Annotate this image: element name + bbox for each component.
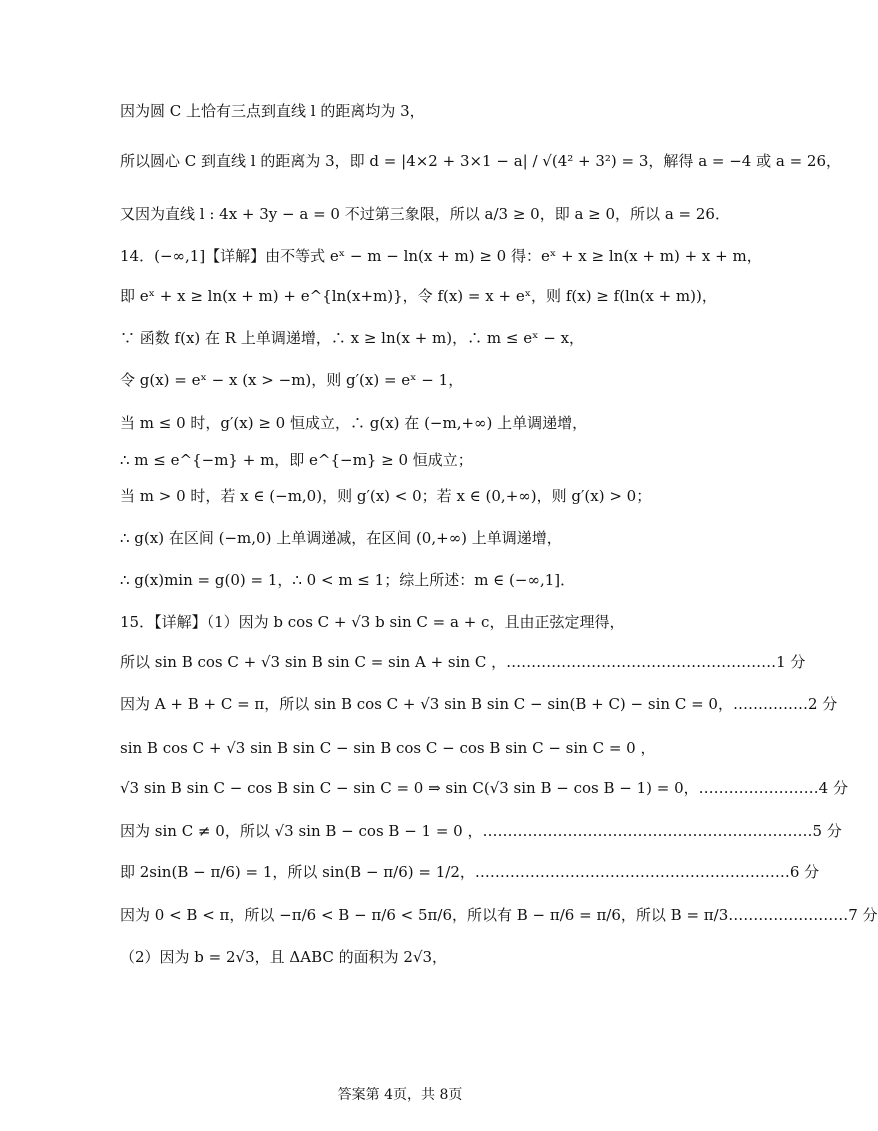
text-line: 因为 sin C ≠ 0，所以 √3 sin B − cos B − 1 = 0 ，…………………………………………………………5 分: [120, 822, 842, 840]
text-line: 令 g(x) = eˣ − x (x > −m)，则 g′(x) = eˣ − 1，: [120, 371, 464, 389]
text-line: 15．【详解】（1）因为 b cos C + √3 b sin C = a + c，且由正弦定理得，: [120, 613, 625, 631]
text-line: 当 m ≤ 0 时，g′(x) ≥ 0 恒成立，∴ g(x) 在 (−m,+∞) 上单调递增，: [120, 414, 588, 432]
text-line: ∴ g(x)min = g(0) = 1，∴ 0 < m ≤ 1；综上所述：m ∈ (−∞,1]．: [120, 571, 576, 589]
text-line: 因为 A + B + C = π，所以 sin B cos C + √3 sin B sin C − sin(B + C) − sin C = 0，……………2 分: [120, 695, 838, 713]
text-line: 所以 sin B cos C + √3 sin B sin C = sin A + sin C ，………………………………………………1 分: [120, 653, 806, 671]
text-line: 14．(−∞,1]【详解】由不等式 eˣ − m − ln(x + m) ≥ 0 得：eˣ + x ≥ ln(x + m) + x + m，: [120, 247, 762, 265]
text-line: 当 m > 0 时，若 x ∈ (−m,0)，则 g′(x) < 0；若 x ∈ (0,+∞)，则 g′(x) > 0；: [120, 487, 652, 505]
text-line: （2）因为 b = 2√3，且 ΔABC 的面积为 2√3，: [120, 948, 448, 966]
page-footer: 答案第 4页，共 8页: [337, 1087, 463, 1103]
text-line: sin B cos C + √3 sin B sin C − sin B cos C − cos B sin C − sin C = 0 ，: [120, 739, 656, 757]
text-line: 即 2sin(B − π/6) = 1，所以 sin(B − π/6) = 1/2，………………………………………………………6 分: [120, 863, 820, 881]
text-line: √3 sin B sin C − cos B sin C − sin C = 0 ⇒ sin C(√3 sin B − cos B − 1) = 0，……………………4 分: [120, 779, 848, 797]
text-line: ∵ 函数 f(x) 在 R 上单调递增，∴ x ≥ ln(x + m)，∴ m ≤ eˣ − x，: [120, 329, 585, 347]
text-line: 因为圆 C 上恰有三点到直线 l 的距离均为 3，: [120, 102, 425, 120]
text-line: 所以圆心 C 到直线 l 的距离为 3，即 d = |4×2 + 3×1 − a| / √(4² + 3²) = 3，解得 a = −4 或 a = 26，: [120, 152, 842, 170]
text-line: ∴ g(x) 在区间 (−m,0) 上单调递减，在区间 (0,+∞) 上单调递增，: [120, 529, 562, 547]
text-line: ∴ m ≤ e^{−m} + m，即 e^{−m} ≥ 0 恒成立；: [120, 451, 473, 469]
text-line: 又因为直线 l : 4x + 3y − a = 0 不过第三象限，所以 a/3 ≥ 0，即 a ≥ 0，所以 a = 26．: [120, 205, 730, 223]
text-line: 因为 0 < B < π，所以 −π/6 < B − π/6 < 5π/6，所以有 B − π/6 = π/6，所以 B = π/3……………………7 分: [120, 906, 878, 924]
text-line: 即 eˣ + x ≥ ln(x + m) + e^{ln(x+m)}，令 f(x) = x + eˣ，则 f(x) ≥ f(ln(x + m))，: [120, 287, 717, 305]
